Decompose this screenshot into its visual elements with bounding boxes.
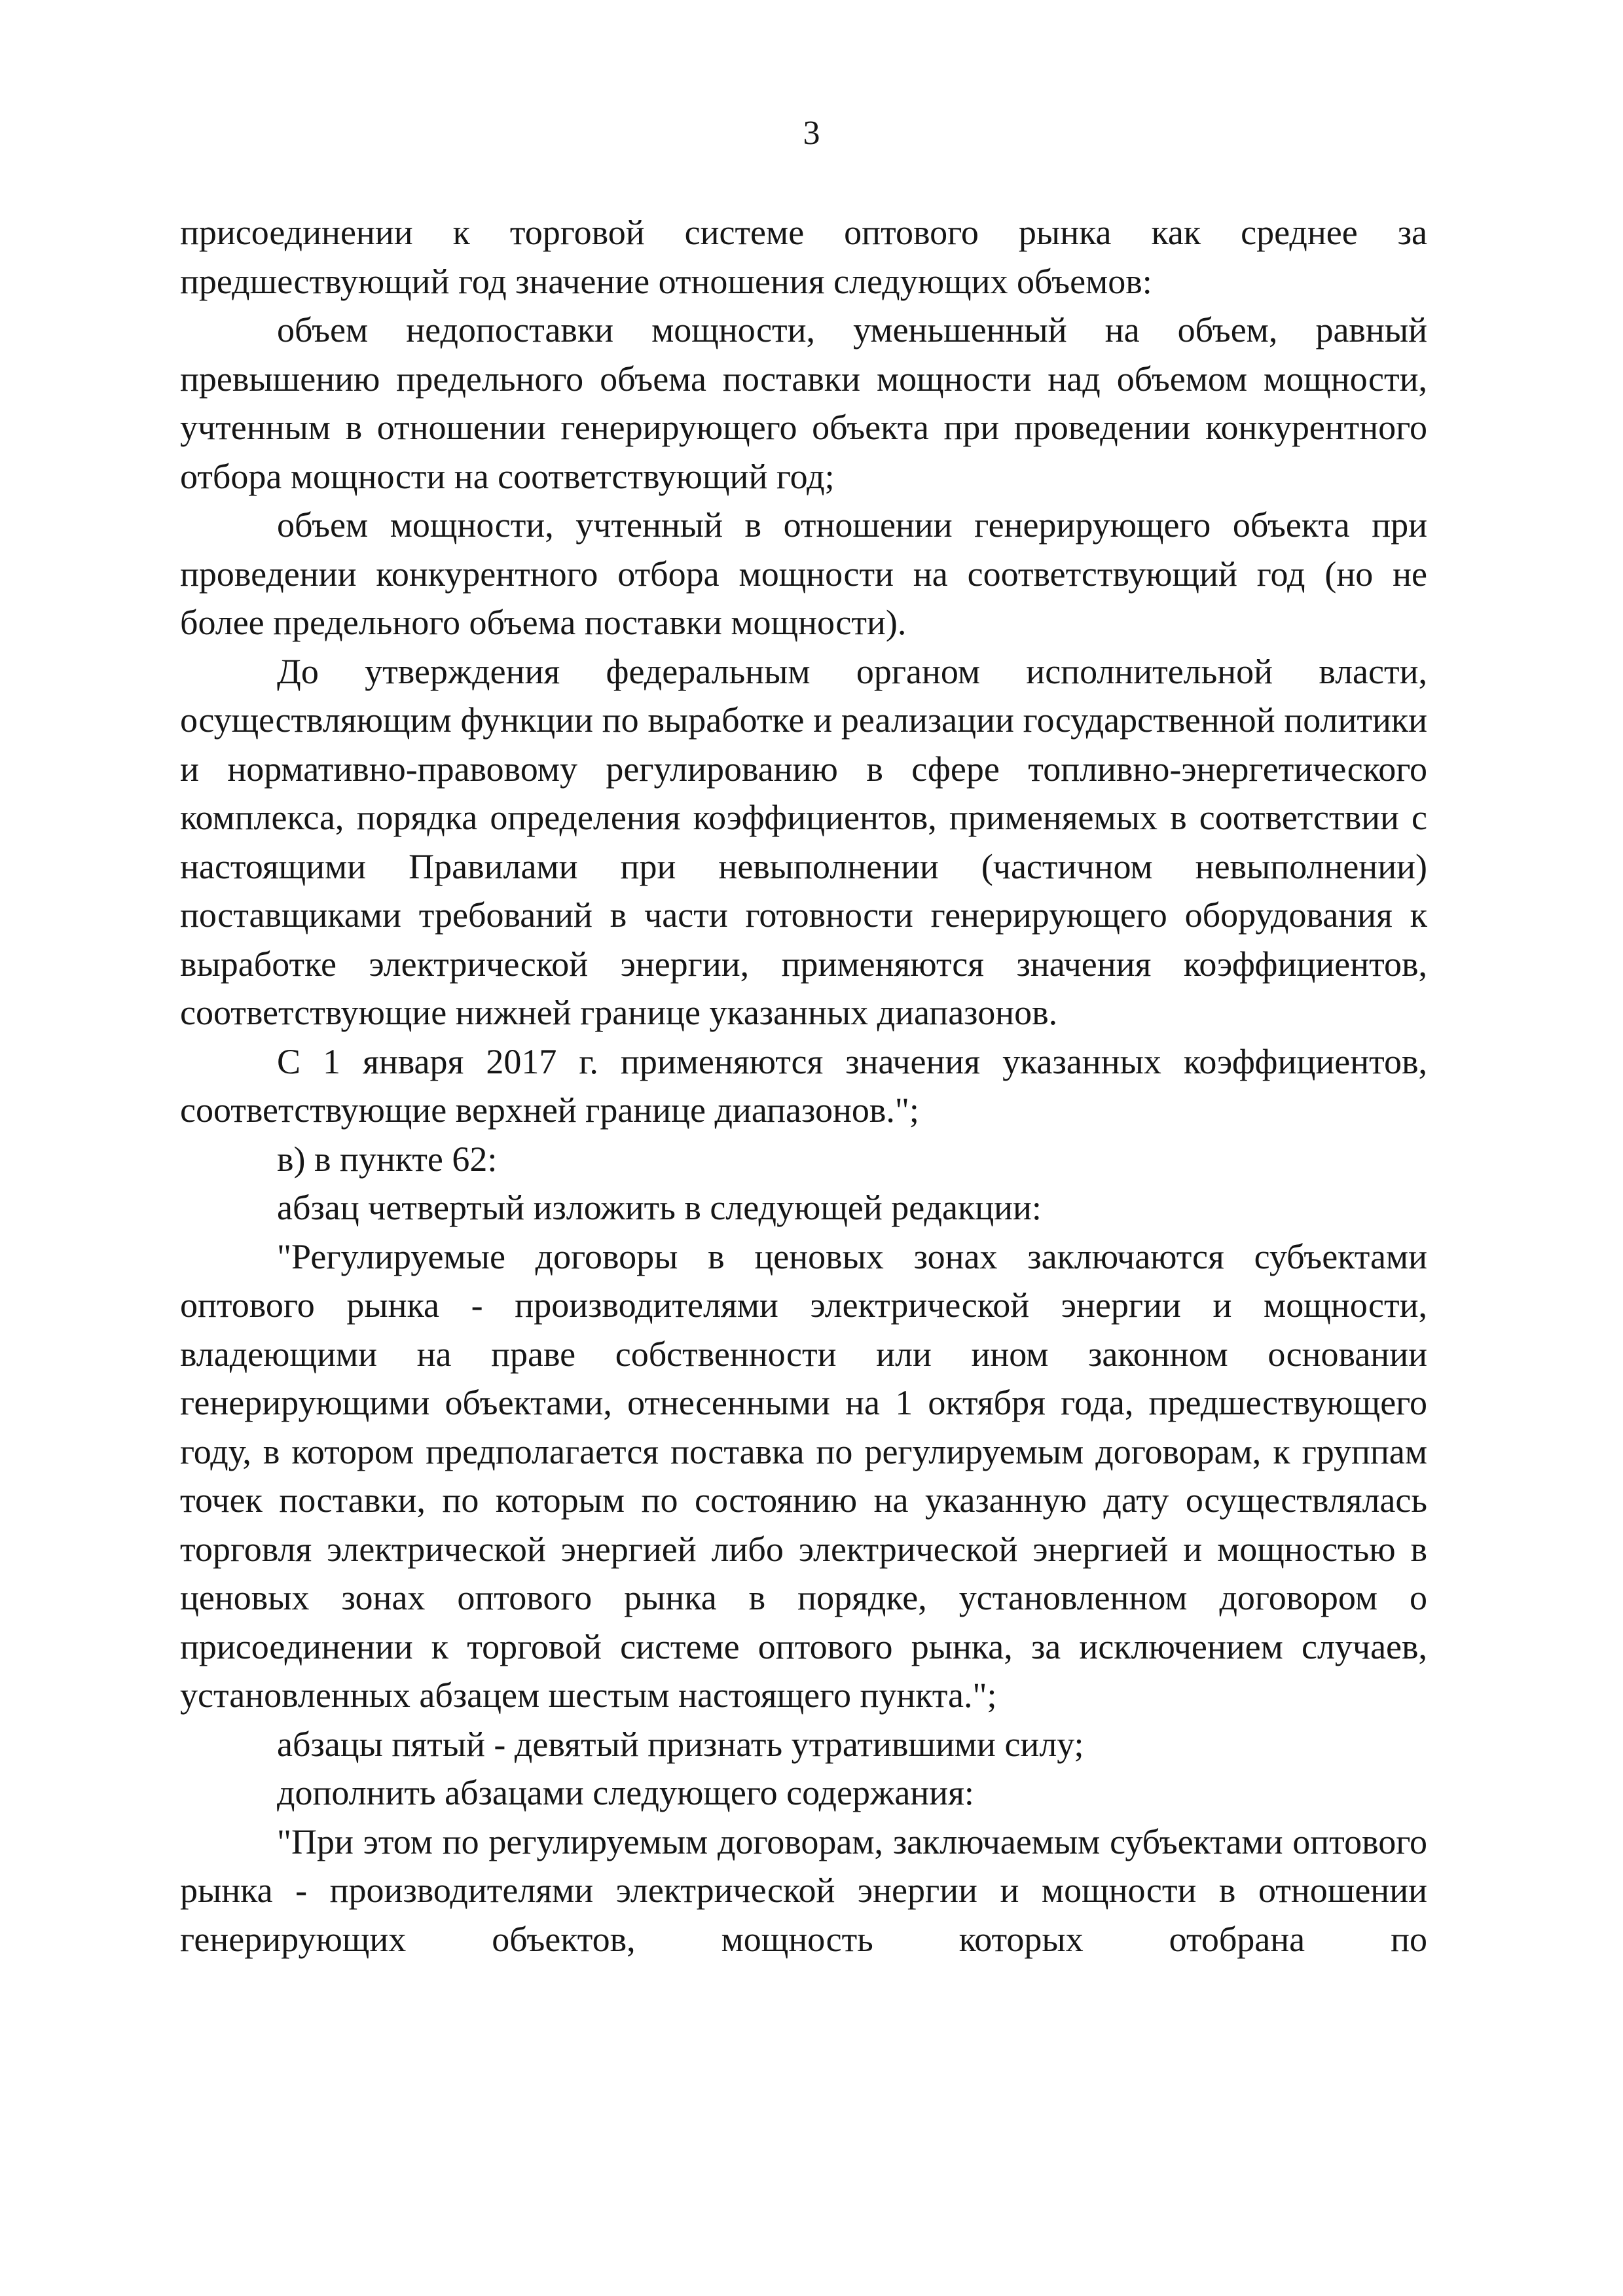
page-number: 3 [803,115,820,152]
paragraph: дополнить абзацами следующего содержания: [277,1773,974,1812]
paragraph: "Регулируемые договоры в ценовых зонах заключаются субъектами оптового рынка - производителями электрической энергии и мощности, владеющими на праве собственности или ином законном основании генерирующими объектами, отнесенными на 1 октября года, предшествующего году, в котором предполагается поставка по регулируемым договорам, к группам точек поставки, по которым по состоянию на указанную дату осуществлялась торговля электрической энергией либо электрической энергией и мощностью в ценовых зонах оптового рынка в порядке, установленном договором о присоединении к торговой системе оптового рынка, за исключением случаев, установленных абзацем шестым настоящего пункта."; [180,1236,1427,1715]
paragraph: До утверждения федеральным органом исполнительной власти, осуществляющим функции по выработке и реализации государственной политики и нормативно-правовому регулированию в сфере топливно-энергетического комплекса, порядка определения коэффициентов, применяемых в соответствии с настоящими Правилами при невыполнении (частичном невыполнении) поставщиками требований в части готовности генерирующего оборудования к выработке электрической энергии, применяются значения коэффициентов, соответствующие нижней границе указанных диапазонов. [180,651,1427,1032]
paragraph: С 1 января 2017 г. применяются значения указанных коэффициентов, соответствующие верхней границе диапазонов."; [180,1041,1427,1130]
paragraph: в) в пункте 62: [277,1139,498,1179]
document-body [180,208,1427,1964]
paragraph: присоединении к торговой системе оптового рынка как среднее за предшествующий год значение отношения следующих объемов: [180,213,1427,301]
paragraph: абзац четвертый изложить в следующей редакции: [277,1188,1042,1227]
paragraph: абзацы пятый - девятый признать утратившими силу; [277,1724,1084,1764]
paragraph: объем мощности, учтенный в отношении генерирующего объекта при проведении конкурентного отбора мощности на соответствующий год (но не более предельного объема поставки мощности). [180,505,1427,642]
paragraph: объем недопоставки мощности, уменьшенный на объем, равный превышению предельного объема поставки мощности над объемом мощности, учтенным в отношении генерирующего объекта при проведении конкурентного отбора мощности на соответствующий год; [180,310,1427,496]
paragraph-continued: "При этом по регулируемым договорам, заключаемым субъектами оптового рынка - производителями электрической энергии и мощности в отношении генерирующих объектов, мощность которых отобрана по [180,1821,1427,1959]
